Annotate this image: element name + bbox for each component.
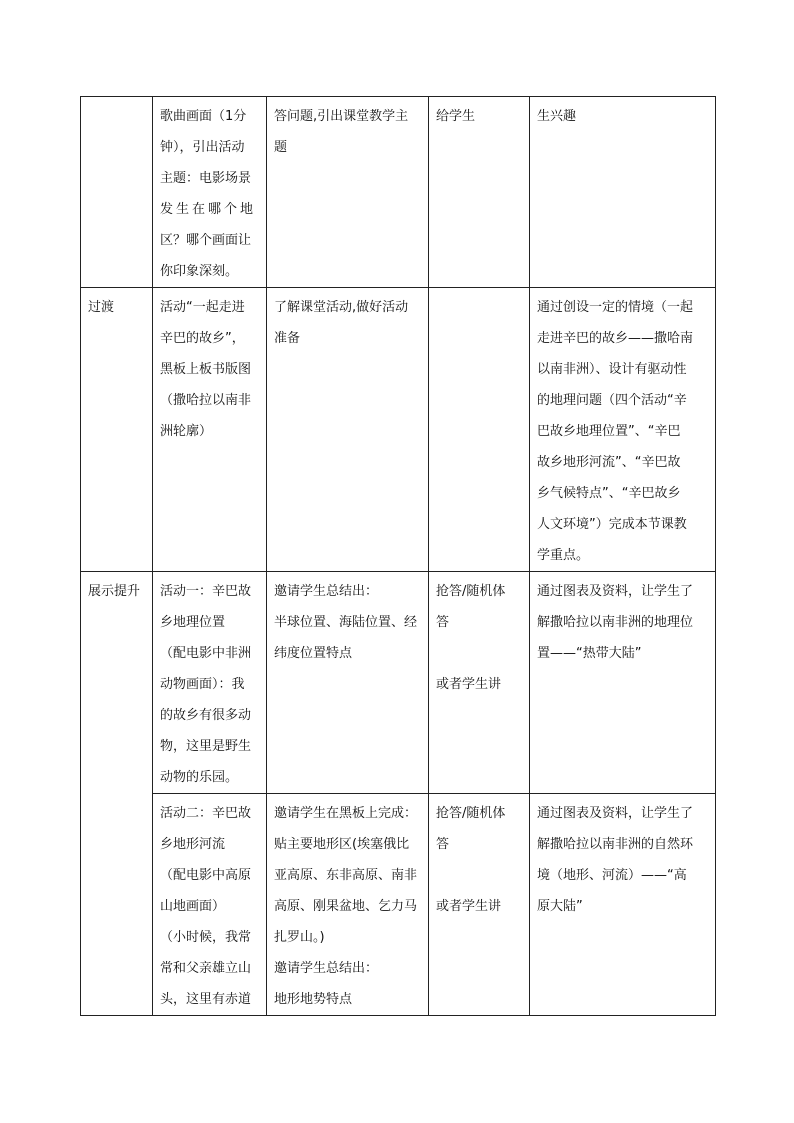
stage-cell: 过渡 bbox=[81, 288, 153, 572]
method-cell bbox=[429, 288, 530, 572]
teacher-activity-cell: 活动一：辛巴故 乡地理位置 （配电影中非洲 动物画面）：我 的故乡有很多动 物，这里是野生 动物的乐园。 bbox=[153, 572, 267, 794]
teacher-activity-cell: 歌曲画面（1分 钟），引出活动 主题：电影场景 发生在哪个地 区？哪个画面让 你印象深刻。 bbox=[153, 97, 267, 288]
teacher-activity-cell: 活动“一起走进 辛巴的故乡”， 黑板上板书版图 （撒哈拉以南非 洲轮廓） bbox=[153, 288, 267, 572]
design-intent-cell: 通过创设一定的情境（一起 走进辛巴的故乡——撒哈南 以南非洲）、设计有驱动性 的地理问题（四个活动“辛 巴故乡地理位置”、“辛巴 故乡地形河流”、“辛巴故 乡气候特点”、“辛巴故乡 人文环境”）完成本节课教 学重点。 bbox=[530, 288, 716, 572]
method-cell: 抢答/随机体 答 或者学生讲 bbox=[429, 572, 530, 794]
design-intent-cell: 通过图表及资料，让学生了 解撒哈拉以南非洲的自然环 境（地形、河流）——“高 原大陆” bbox=[530, 794, 716, 1016]
design-intent-cell: 通过图表及资料，让学生了 解撒哈拉以南非洲的地理位 置——“热带大陆” bbox=[530, 572, 716, 794]
method-cell: 给学生 bbox=[429, 97, 530, 288]
stage-cell bbox=[81, 97, 153, 288]
stage-cell: 展示提升 bbox=[81, 572, 153, 1016]
student-activity-cell: 了解课堂活动,做好活动 准备 bbox=[267, 288, 429, 572]
teacher-activity-cell: 活动二：辛巴故 乡地形河流 （配电影中高原 山地画面） （小时候，我常 常和父亲雄立山 头，这里有赤道 bbox=[153, 794, 267, 1016]
table-row bbox=[81, 572, 716, 794]
table-row bbox=[81, 288, 716, 572]
table-row bbox=[81, 97, 716, 288]
table-row bbox=[81, 794, 716, 1016]
student-activity-cell: 邀请学生在黑板上完成： 贴主要地形区(埃塞俄比 亚高原、东非高原、南非 高原、刚果盆地、乞力马 扎罗山。) 邀请学生总结出： 地形地势特点 bbox=[267, 794, 429, 1016]
lesson-plan-table bbox=[80, 96, 716, 1016]
student-activity-cell: 邀请学生总结出： 半球位置、海陆位置、经 纬度位置特点 bbox=[267, 572, 429, 794]
student-activity-cell: 答问题,引出课堂教学主 题 bbox=[267, 97, 429, 288]
design-intent-cell: 生兴趣 bbox=[530, 97, 716, 288]
method-cell: 抢答/随机体 答 或者学生讲 bbox=[429, 794, 530, 1016]
